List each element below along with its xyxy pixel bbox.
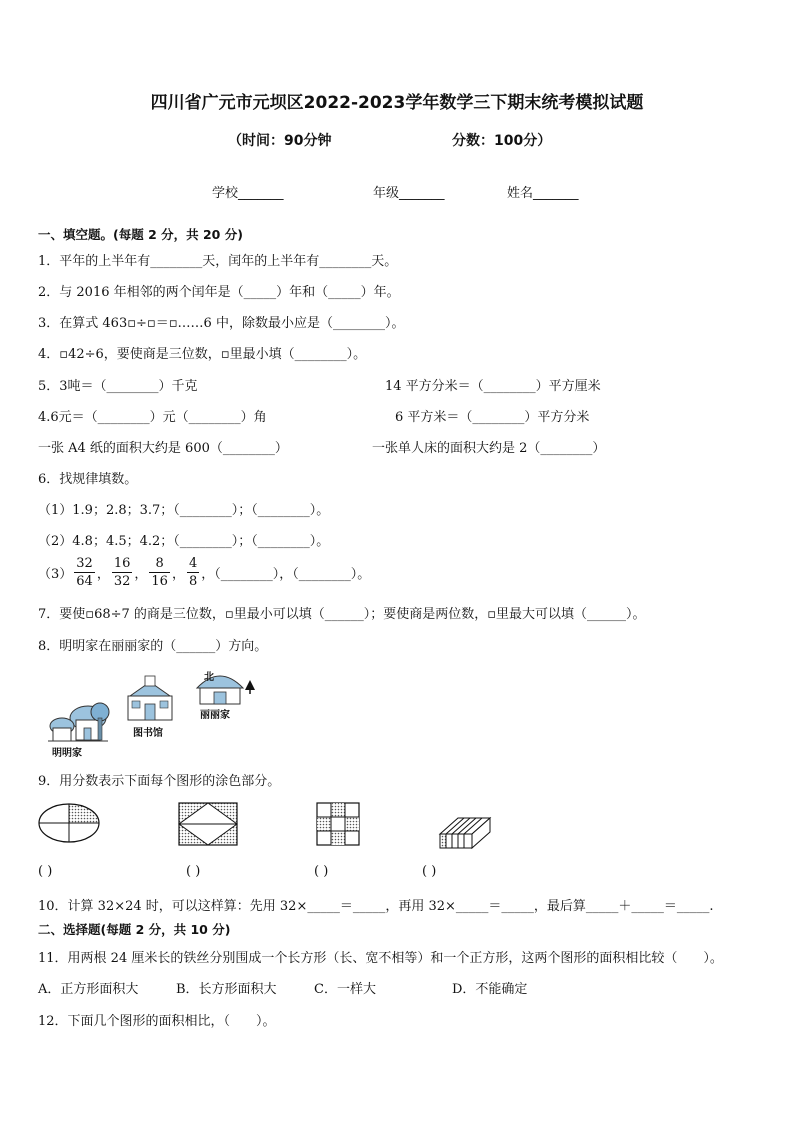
question-9: 9．用分数表示下面每个图形的涂色部分。 (38, 774, 281, 789)
section1-heading: 一、填空题。(每题 2 分，共 20 分) (38, 227, 243, 242)
fraction-3 (149, 555, 170, 590)
fraction-3-numerator: 8 (149, 555, 170, 573)
question-10: 10．计算 32×24 时，可以这样算：先用 32×_____＝_____，再用 32×_____＝_____，最后算_____＋_____＝_____. (38, 899, 714, 914)
question-8: 8．明明家在丽丽家的（______）方向。 (38, 639, 268, 654)
option-d: D．不能确定 (452, 982, 528, 997)
option-a: A．正方形面积大 (38, 982, 139, 997)
question-6-2: （2）4.8；4.5；4.2；（________）；（________）。 (38, 534, 330, 549)
answer-9-4: ( ) (422, 864, 437, 879)
question-6-1: （1）1.9；2.8；3.7；（________）；（________）。 (38, 503, 330, 518)
question-7: 7．要使▫68÷7 的商是三位数，▫里最小可以填（______）；要使商是两位数，▫里最大可以填（______）。 (38, 607, 646, 622)
fraction-2 (112, 555, 133, 590)
question-5d: 6 平方米＝（________）平方分米 (395, 410, 590, 425)
question-6-3: （3） $\frac{32}{64}$ ， $\frac{16}{32}$ ， $\frac{8}{16}$ ， $\frac{4}{8}$ ，（________），（________）。 (38, 556, 371, 589)
fraction-2-denominator: 32 (113, 574, 131, 589)
north-label: 北 (204, 672, 214, 683)
school-field: 学校_______ (212, 186, 284, 201)
ellipse-figure (38, 802, 100, 844)
fraction-4-denominator: 8 (188, 574, 198, 589)
mingming-house-icon (48, 703, 109, 741)
fraction-1-denominator: 64 (76, 574, 93, 589)
question-2: 2．与 2016 年相邻的两个闰年是（_____）年和（_____）年。 (38, 285, 400, 300)
library-label: 图书馆 (133, 728, 163, 739)
fraction-4 (187, 555, 199, 590)
question-1: 1．平年的上半年有________天，闰年的上半年有________天。 (38, 254, 398, 269)
answer-9-2: ( ) (186, 864, 201, 879)
question-6: 6．找规律填数。 (38, 472, 138, 487)
option-c: C．一样大 (314, 982, 376, 997)
question-3: 3．在算式 463▫÷▫＝▫……6 中，除数最小应是（________）。 (38, 316, 405, 331)
fraction-4-numerator: 4 (188, 556, 198, 571)
question-6-3-suffix: ，（________），（________）。 (201, 567, 371, 582)
library-icon (128, 676, 172, 720)
question-11: 11．用两根 24 厘米长的铁丝分别围成一个长方形（长、宽不相等）和一个正方形，这两个图形的面积相比较（ ）。 (38, 951, 723, 966)
fraction-3-denominator: 16 (151, 574, 168, 589)
question-4: 4．▫42÷6，要使商是三位数，▫里最小填（________）。 (38, 347, 367, 362)
exam-score: 分数：100分） (452, 133, 552, 149)
grid-figure (316, 802, 360, 846)
question-5f: 一张单人床的面积大约是 2（________） (372, 441, 606, 456)
north-arrow-icon (245, 680, 255, 694)
section2-heading: 二、选择题(每题 2 分，共 10 分) (38, 922, 231, 937)
answer-9-3: ( ) (314, 864, 329, 879)
question-5c: 4.6元＝（________）元（________）角 (38, 410, 267, 425)
question-5e: 一张 A4 纸的面积大约是 600（________） (38, 441, 288, 456)
page-title: 四川省广元市元坝区2022-2023学年数学三下期末统考模拟试题 (150, 93, 644, 113)
exam-time: （时间：90分钟 (228, 133, 332, 149)
grade-field: 年级_______ (373, 186, 445, 201)
fraction-1 (74, 555, 95, 590)
question-5a: 5．3吨＝（________）千克 (38, 379, 198, 394)
answer-9-1: ( ) (38, 864, 53, 879)
fraction-1-numerator: 32 (76, 556, 93, 571)
rhombus-rectangle-figure (178, 802, 238, 846)
question-6-3-prefix: （3） (38, 567, 73, 582)
mingming-house-label: 明明家 (52, 748, 82, 759)
cuboid-figure (438, 808, 492, 850)
option-b: B．长方形面积大 (176, 982, 277, 997)
question-5b: 14 平方分米＝（________）平方厘米 (385, 379, 601, 394)
lili-house-label: 丽丽家 (200, 710, 230, 721)
question-12: 12．下面几个图形的面积相比，（ ）。 (38, 1014, 276, 1029)
name-field: 姓名_______ (507, 186, 579, 201)
fraction-2-numerator: 16 (113, 556, 131, 571)
